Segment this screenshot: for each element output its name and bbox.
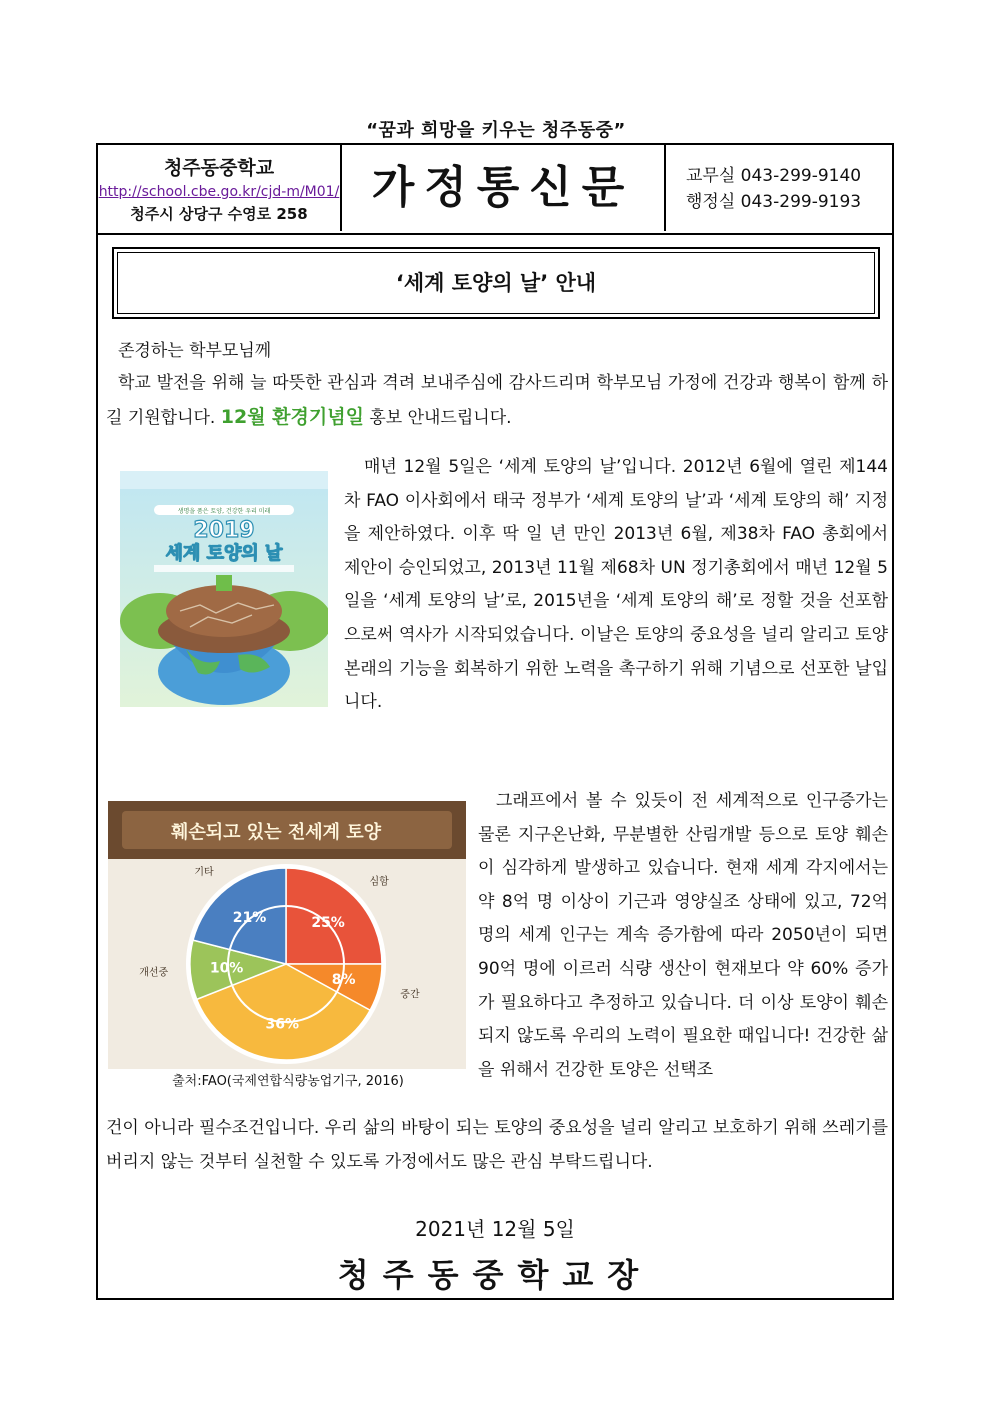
school-info — [98, 145, 342, 231]
phone-admin: 행정실 043-299-9193 — [686, 192, 862, 212]
motto: “꿈과 희망을 키우는 청주동중” — [366, 120, 626, 141]
pie-value-label: 21% — [232, 909, 267, 926]
pie-value-label: 36% — [265, 1016, 300, 1033]
principal-signature: 청주동중학교장 — [337, 1256, 653, 1294]
intro-paragraph — [106, 367, 888, 435]
pie-category-label: 기타 — [194, 866, 214, 878]
paragraph-soil-day: 매년 12월 5일은 ‘세계 토양의 날’입니다. 2012년 6월에 열린 제144차 FAO 이사회에서 태국 정부가 ‘세계 토양의 날’과 ‘세계 토양의 해’ 지정을 제안하였다. 이후 딱 일 년 만인 2013년 6월, 제38차 FAO 총회에서 제안이 승인되었고, 2013년 11월 제68차 UN 정기총회에서 매년 12월 5일을 ‘세계 토양의 날’로, 2015년을 ‘세계 토양의 해’로 정할 것을 선포함으로써 역사가 시작되었습니다. 이날은 토양의 중요성을 널리 알리고 토양 본래의 기능을 회복하기 위한 노력을 촉구하기 위해 기념으로 선포한 날입니다. — [344, 457, 888, 713]
newsletter-title-cell — [342, 145, 666, 231]
paragraph-degradation: 그래프에서 볼 수 있듯이 전 세계적으로 인구증가는 물론 지구온난화, 무분별한 산림개발 등으로 토양 훼손이 심각하게 발생하고 있습니다. 현재 세계 각지에서는 약 8억 명 이상이 기근과 영양실조 상태에 있고, 72억 명의 세계 인구는 계속 증가함에 따라 2050년이 되면 90억 명에 이르러 식량 생산이 현재보다 약 60% 증가가 필요하다고 추정하고 있습니다. 더 이상 토양이 훼손되지 않도록 우리의 노력이 필요한 때입니다! 건강한 삶을 위해서 건강한 토양은 선택조 — [478, 791, 888, 1080]
notice-title: ‘세계 토양의 날’ 안내 — [117, 252, 875, 314]
pie-category-label: 중간 — [400, 989, 420, 1001]
world-soil-day-poster — [120, 471, 328, 719]
poster-year: 2019 — [193, 518, 255, 543]
pie-value-label: 8% — [331, 971, 356, 988]
pie-value-label: 10% — [209, 960, 244, 977]
paragraph-conclusion: 건이 아니라 필수조건입니다. 우리 삶의 바탕이 되는 토양의 중요성을 널리 알리고 보호하기 위해 쓰레기를 버리지 않는 것부터 실천할 수 있도록 가정에서도 많은 관심 부탁드립니다. — [106, 1118, 888, 1172]
poster-title: 세계 토양의 날 — [165, 543, 283, 564]
contact-info — [666, 145, 892, 231]
phone-office: 교무실 043-299-9140 — [686, 166, 862, 186]
intro-highlight: 12월 환경기념일 — [220, 405, 364, 428]
chart-caption: 출처:FAO(국제연합식량농업기구, 2016) — [172, 1074, 404, 1089]
notice-title-box — [112, 247, 880, 319]
soil-degradation-chart — [108, 801, 466, 1069]
pie-category-label: 심함 — [369, 876, 389, 888]
newsletter-frame — [96, 143, 894, 1300]
header — [98, 145, 892, 235]
school-url-link[interactable]: http://school.cbe.go.kr/cjd-m/M01/ — [98, 184, 340, 200]
school-address: 청주시 상당구 수영로 258 — [130, 205, 308, 223]
issue-date: 2021년 12월 5일 — [415, 1217, 575, 1241]
pie-chart — [186, 864, 386, 1064]
chart-title: 훼손되고 있는 전세계 토양 — [170, 822, 382, 843]
pie-category-label: 개선중 — [139, 967, 169, 979]
greeting: 존경하는 학부모님께 — [118, 341, 272, 361]
pie-value-label: 25% — [311, 914, 345, 931]
intro-text-end: 홍보 안내드립니다. — [369, 407, 512, 428]
intro-text: 학교 발전을 위해 늘 따뜻한 관심과 격려 보내주심에 감사드리며 학부모님 가정에 건강과 행복이 함께 하길 기원합니다. — [106, 373, 888, 428]
poster-slogan: 생명을 품은 토양, 건강한 우리 미래 — [177, 508, 271, 515]
newsletter-title: 가정통신문 — [371, 162, 635, 213]
school-name: 청주동중학교 — [163, 157, 275, 179]
